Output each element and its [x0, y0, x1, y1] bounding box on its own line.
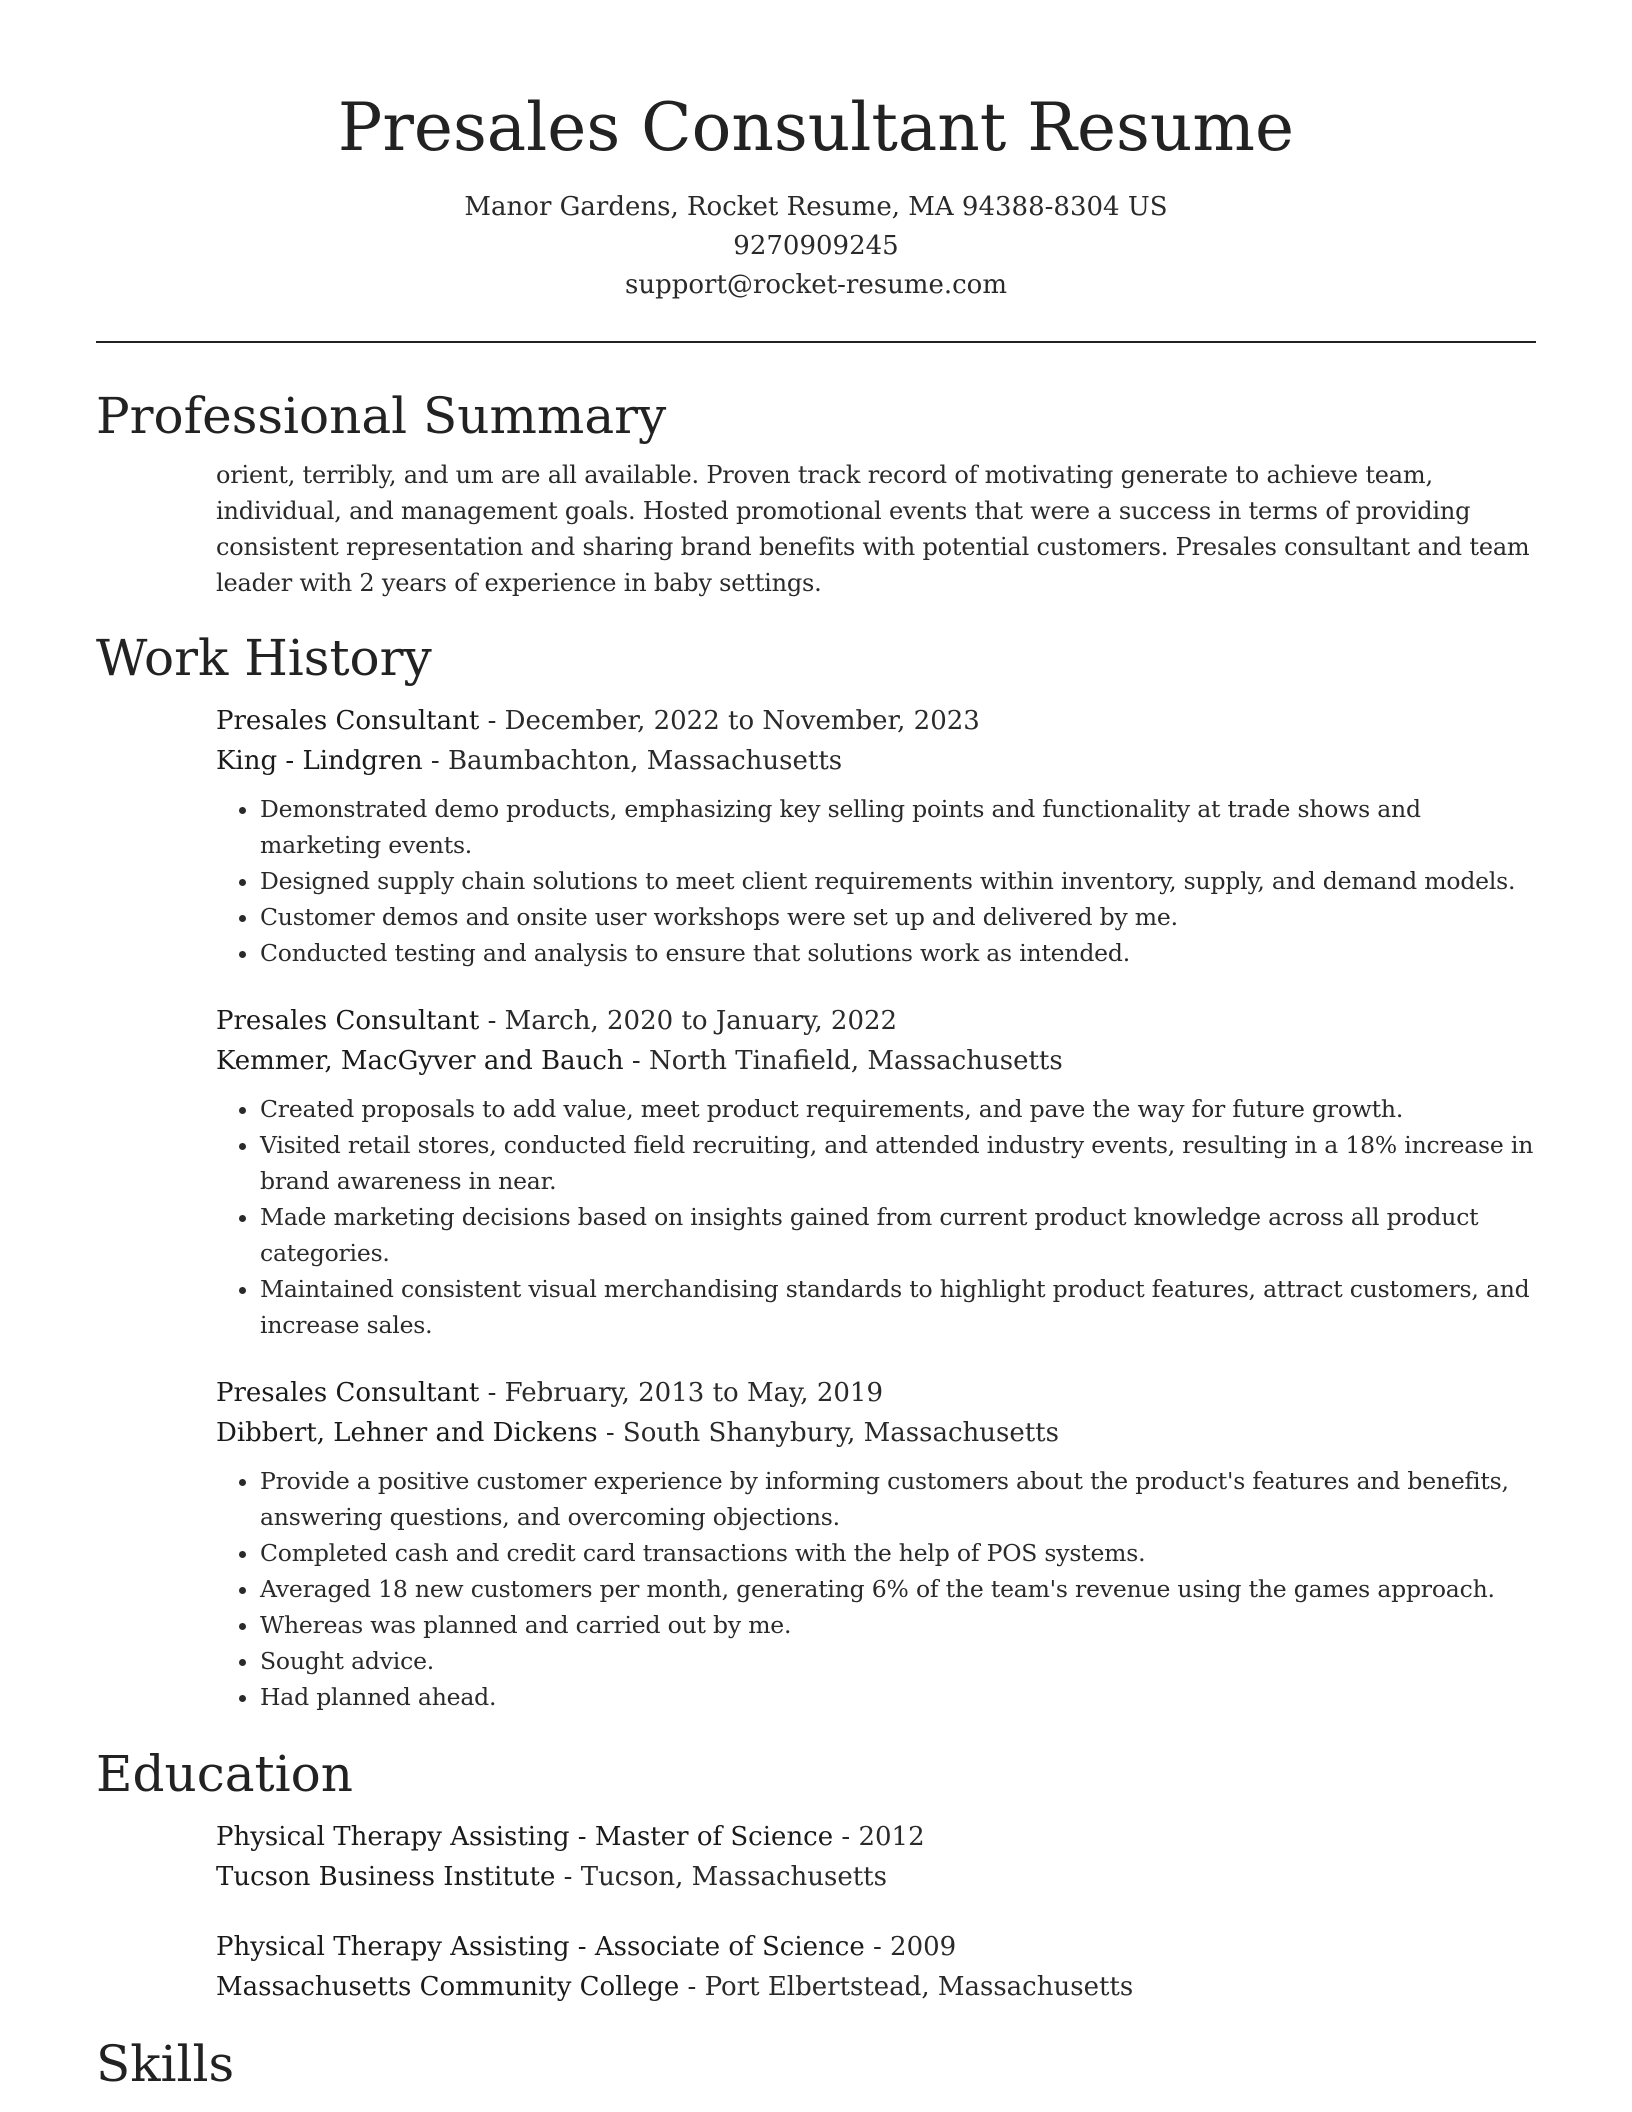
- job-title-line: [216, 701, 1536, 741]
- education-degree-line: [216, 1927, 1536, 1967]
- work-history-heading: Work History: [96, 629, 432, 687]
- job-bullet: • Designed supply chain solutions to meet client requirements within inventory, supply, and demand models.: [260, 863, 1536, 899]
- job-bullet: • Customer demos and onsite user workshops were set up and delivered by me.: [260, 899, 1536, 935]
- job-dates: - February, 2013 to May, 2019: [479, 1378, 883, 1408]
- education-school: Tucson Business Institute: [216, 1862, 556, 1892]
- resume-title: Presales Consultant Resume: [337, 89, 1295, 166]
- education-year: - 2009: [864, 1932, 957, 1962]
- education-location: - Port Elbertstead, Massachusetts: [679, 1972, 1134, 2002]
- job-bullet: • Maintained consistent visual merchandising standards to highlight product features, attract customers, and increase sales.: [260, 1271, 1536, 1343]
- education-field: Physical Therapy Assisting: [216, 1822, 570, 1852]
- education-entry: [216, 1817, 1536, 1897]
- education-degree: - Master of Science: [569, 1822, 834, 1852]
- job-bullets: [216, 791, 1536, 971]
- job-entry: [216, 1373, 1536, 1715]
- job-bullet: • Made marketing decisions based on insights gained from current product knowledge across all product categories.: [260, 1199, 1536, 1271]
- job-bullet: • Conducted testing and analysis to ensure that solutions work as intended.: [260, 935, 1536, 971]
- job-location: - South Shanybury, Massachusetts: [597, 1418, 1059, 1448]
- job-company: Kemmer, MacGyver and Bauch: [216, 1046, 624, 1076]
- job-company-line: [216, 741, 1536, 781]
- job-title: Presales Consultant: [216, 1006, 480, 1036]
- education-degree: - Associate of Science: [569, 1932, 865, 1962]
- job-company: King - Lindgren: [216, 746, 423, 776]
- job-location: - Baumbachton, Massachusetts: [422, 746, 843, 776]
- job-bullet: • Provide a positive customer experience by informing customers about the product's features and benefits, answering questions, and overcoming objections.: [260, 1463, 1536, 1535]
- job-title-line: [216, 1001, 1536, 1041]
- header-divider: [96, 341, 1536, 343]
- job-bullets: [216, 1091, 1536, 1343]
- resume-header: [96, 0, 1536, 305]
- summary-heading: Professional Summary: [96, 387, 667, 445]
- education-entry: [216, 1927, 1536, 2007]
- education-school: Massachusetts Community College: [216, 1972, 680, 2002]
- job-dates: - December, 2022 to November, 2023: [479, 706, 980, 736]
- education-location: - Tucson, Massachusetts: [555, 1862, 887, 1892]
- job-location: - North Tinafield, Massachusetts: [623, 1046, 1063, 1076]
- job-bullet: • Visited retail stores, conducted field recruiting, and attended industry events, resulting in a 18% increase in brand awareness in near.: [260, 1127, 1536, 1199]
- contact-block: [96, 188, 1536, 305]
- education-year: - 2012: [833, 1822, 925, 1852]
- job-bullet: • Sought advice.: [260, 1643, 1536, 1679]
- resume-page: [96, 0, 1536, 2097]
- education-heading: Education: [96, 1745, 353, 1803]
- job-bullet: • Had planned ahead.: [260, 1679, 1536, 1715]
- contact-email: support@rocket-resume.com: [624, 270, 1007, 300]
- education-field: Physical Therapy Assisting: [216, 1932, 570, 1962]
- job-bullet: • Averaged 18 new customers per month, generating 6% of the team's revenue using the games approach.: [260, 1571, 1536, 1607]
- job-company: Dibbert, Lehner and Dickens: [216, 1418, 598, 1448]
- skills-section: [96, 2031, 1536, 2097]
- job-title: Presales Consultant: [216, 1378, 480, 1408]
- job-bullets: [216, 1463, 1536, 1715]
- summary-section: [96, 383, 1536, 601]
- job-dates: - March, 2020 to January, 2022: [479, 1006, 898, 1036]
- job-bullet: • Whereas was planned and carried out by me.: [260, 1607, 1536, 1643]
- job-bullet: • Demonstrated demo products, emphasizing key selling points and functionality at trade shows and marketing events.: [260, 791, 1536, 863]
- job-bullet: • Created proposals to add value, meet product requirements, and pave the way for future growth.: [260, 1091, 1536, 1127]
- contact-address: Manor Gardens, Rocket Resume, MA 94388-8304 US: [464, 192, 1168, 222]
- job-company-line: [216, 1041, 1536, 1081]
- job-title: Presales Consultant: [216, 706, 480, 736]
- contact-phone: 9270909245: [733, 231, 899, 261]
- job-entry: [216, 1001, 1536, 1343]
- education-school-line: [216, 1967, 1536, 2007]
- summary-text: orient, terribly, and um are all available. Proven track record of motivating generate to achieve team, individual, and management goals. Hosted promotional events that were a success in terms of providing consistent representation and sharing brand benefits with potential customers. Presales consultant and team leader with 2 years of experience in baby settings.: [216, 461, 1530, 597]
- job-bullet: • Completed cash and credit card transactions with the help of POS systems.: [260, 1535, 1536, 1571]
- education-school-line: [216, 1857, 1536, 1897]
- job-entry: [216, 701, 1536, 971]
- job-company-line: [216, 1413, 1536, 1453]
- education-section: [96, 1741, 1536, 2007]
- work-history-section: [96, 625, 1536, 1715]
- education-degree-line: [216, 1817, 1536, 1857]
- job-title-line: [216, 1373, 1536, 1413]
- skills-heading: Skills: [96, 2035, 235, 2093]
